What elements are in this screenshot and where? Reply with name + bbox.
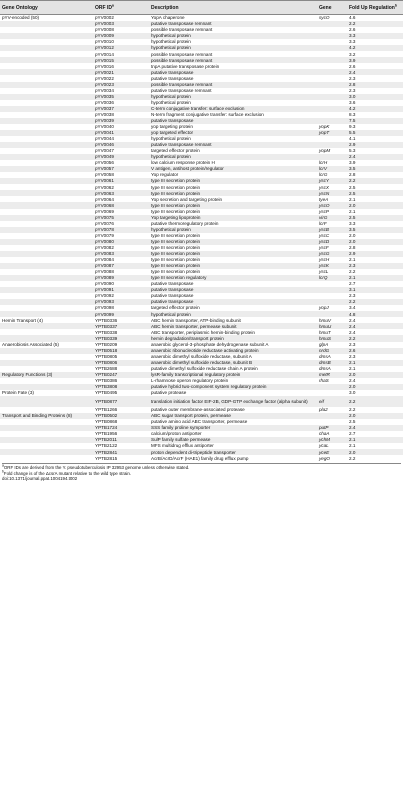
cell-fold: 2.1 [347,360,403,366]
cell-orf-id: YPTB0806 [93,360,149,366]
footnote-a: $^a$ORF IDs are derived from the Y. pseudotuberculosis IP 32953 genome unless otherwise stated. [2,463,190,471]
cell-fold: 2.3 [347,263,403,269]
cell-description: hypothetical protein [151,39,191,45]
cell-gene: lcrG [319,172,328,178]
cell-fold: 2.4 [347,425,403,431]
cell-description: putative transposase [149,69,317,75]
cell-fold: 4.6 [349,15,356,21]
cell-fold: 2.2 [347,396,403,407]
cell-orf-id: pYV0010 [95,39,114,45]
cell-description: putative transposase remnant [149,21,317,27]
cell-description: proton dependent di-tripeptide transporter [149,449,317,455]
cell-orf-id: pYV0099 [93,311,149,317]
cell-orf-id: pYV0075 [93,215,149,221]
cell-fold: 5.5 [347,130,403,136]
cell-gene: yscP [319,208,329,214]
cell-description: lysR-family transcriptional regulatory protein [149,372,317,378]
cell-description: YopA chaperone [151,15,185,21]
cell-orf-id: pYV0021 [93,69,149,75]
cell-gene: glpA [319,341,329,347]
cell-gene: ychM [317,437,347,443]
cell-description: MFS multidrug efflux antiporter [151,443,214,449]
cell-fold: 2.3 [349,75,356,81]
cell-description: V antigen, antihost protein/regulator [149,166,317,172]
cell-description: type III secretion protein [151,208,201,214]
cell-description: hypothetical protein [149,154,317,160]
cell-orf-id: pYV0078 [93,227,149,233]
cell-orf-id: YPTB2815 [95,455,118,461]
cell-gene: ycaL [319,443,329,449]
table-header-row [0,1,403,15]
cell-orf-id: YPTB0868 [95,419,118,425]
cell-description: putative transposase [151,281,194,287]
cell-orf-id: YPTB1266 [95,407,118,413]
cell-orf-id: pYV0083 [93,251,149,257]
cell-description: Yop targeting lipoprotein [149,215,317,221]
cell-fold: 2.5 [347,190,403,196]
cell-fold: 3.6 [349,99,356,105]
cell-fold: 2.0 [347,372,403,378]
col-header-orf: ORF $ID^a$ [93,1,149,15]
cell-description: hypothetical protein [151,99,191,105]
cell-orf-id: pYV0035 [93,94,149,100]
cell-description: hypothetical protein [149,45,317,51]
cell-description: targeted effector protein [151,148,200,154]
cell-gene: yscH [319,257,330,263]
cell-orf-id: YPTB0338 [95,329,118,335]
cell-description: low calcium response protein H [151,160,215,166]
cell-fold: 2.4 [347,323,403,329]
cell-ontology [0,396,93,407]
cell-gene: yscB [317,227,347,233]
cell-description: hemin degradation/transport protein [149,335,317,341]
cell-gene: dmsB [317,360,347,366]
cell-gene: lcrH [319,160,328,166]
cell-fold: 2.1 [349,365,356,371]
cell-orf-id: pYV0022 [95,75,114,81]
cell-description: hypothetical protein [149,94,317,100]
cell-orf-id: pYV0063 [93,190,149,196]
cell-description: calcium/proton antiporter [151,431,202,437]
cell-ontology: Transport and Binding Proteins (8) [0,413,93,419]
cell-fold: 2.1 [349,196,356,202]
cell-fold: 3.5 [347,166,403,172]
cell-orf-id: pYV0064 [95,196,114,202]
cell-fold: 4.8 [347,311,403,317]
cell-orf-id: pYV0009 [93,33,149,39]
cell-description: type III secretion protein [149,263,317,269]
cell-description: putative outer membrane-associated protease [151,407,245,413]
cell-fold: 2.1 [349,257,356,263]
cell-fold: 3.3 [349,39,356,45]
cell-orf-id: pYV0014 [95,51,114,57]
cell-fold: 2.4 [349,329,356,335]
cell-fold: 2.4 [349,317,356,323]
cell-fold: 2.2 [349,407,356,413]
cell-orf-id: pYV0003 [93,21,149,27]
cell-ontology: pYV-encoded (50) [2,15,40,21]
cell-ontology: Anaerobiosis Associated (5) [2,341,59,347]
cell-orf-id: YPTB0339 [93,335,149,341]
cell-orf-id: YPTB1956 [95,431,118,437]
cell-orf-id: pYV0080 [93,239,149,245]
cell-fold: 3.3 [347,33,403,39]
cell-orf-id: pYV0058 [95,172,114,178]
cell-description: putative hybrid two-component system regulatory protein [149,384,317,390]
cell-orf-id: YPTB0247 [93,372,149,378]
cell-orf-id: YPTB3808 [93,384,149,390]
table-body [0,15,403,462]
cell-description: anaerobic glycerol-3-phosphate dehydrogenase subunit A [151,341,269,347]
cell-fold: 2.8 [349,245,356,250]
cell-orf-id: pYV0023 [93,82,149,88]
cell-orf-id: pYV0098 [95,305,114,311]
cell-fold: 2.5 [347,215,403,221]
cell-orf-id: pYV0039 [93,118,149,124]
cell-fold: 4.1 [349,136,356,142]
cell-fold: 2.2 [347,335,403,341]
cell-description: targeted effector protein [151,305,200,311]
cell-gene: putP [317,425,347,431]
cell-description: Yop regulator [151,172,179,178]
cell-description: C-term conjugative transfer: surface exclusion [149,106,317,112]
cell-fold: 8.3 [349,111,356,117]
cell-ontology: Hemin Transport (4) [2,317,43,323]
cell-fold: 9.3 [349,124,356,130]
cell-description: hypothetical protein [151,136,191,142]
cell-fold: 2.4 [347,154,403,160]
cell-gene: pla2 [319,407,328,413]
cell-description: putative dimethyl sulfoxide reductase chain A protein [151,365,258,371]
table-footnotes [2,463,401,481]
cell-description: anaerobic ribonucleotide reductase activating protein [149,348,317,354]
cell-fold: 2.1 [347,437,403,443]
cell-description: putative transposase remnant [149,142,317,148]
cell-fold: 2.6 [347,348,403,354]
cell-fold: 2.2 [349,269,356,275]
cell-fold: 7.5 [347,118,403,124]
cell-orf-id: YPTB0518 [93,348,149,354]
cell-gene: eif [317,396,347,407]
cell-description: SSS family proline symporter [149,425,317,431]
cell-orf-id: pYV0057 [93,166,149,172]
cell-description: type III secretion protein [149,190,317,196]
col-header-description: Description [149,1,317,15]
cell-description: yop targeting protein [151,124,193,130]
cell-description: L-rhamnose operon regulatory protein [151,378,229,384]
cell-orf-id: pYV0088 [95,269,114,275]
cell-orf-id: pYV0079 [95,232,114,238]
cell-orf-id: YPTB0337 [93,323,149,329]
cell-orf-id: pYV0082 [95,245,114,250]
cell-gene: sycO [319,15,330,21]
cell-orf-id: YPTB0502 [93,413,149,419]
table-row [0,455,403,461]
cell-gene: hmuU [317,323,347,329]
cell-orf-id: YPTB0877 [93,396,149,407]
cell-fold: 2.4 [347,69,403,75]
cell-description: putative transposase [151,293,194,299]
cell-orf-id: pYV0046 [93,142,149,148]
cell-orf-id: YPTB0209 [95,341,118,347]
doi-reference: doi:10.1371/journal.ppat.1004194.t002 [2,476,78,482]
cell-description: AcrB/AcrD/AcrF (HAE1) family drug efflux pump [151,455,249,461]
cell-gene: dmsA [319,365,331,371]
cell-fold: 2.0 [347,384,403,390]
cell-fold: 2.3 [349,293,356,299]
cell-orf-id: pYV0089 [93,275,149,281]
cell-description: type III secretion regulatory [149,275,317,281]
cell-ontology [0,455,93,461]
cell-orf-id: pYV0056 [95,160,114,166]
cell-description: hypothetical protein [149,311,317,317]
cell-orf-id: pYV0037 [93,106,149,112]
cell-fold: 2.8 [349,172,356,178]
cell-orf-id: pYV0034 [95,87,114,93]
cell-fold: 2.2 [347,178,403,184]
cell-description: putative transposase remnant [151,87,212,93]
cell-orf-id: YPTB0495 [95,390,118,396]
cell-fold: 2.2 [347,299,403,305]
cell-orf-id: pYV0093 [93,299,149,305]
cell-orf-id: pYV0012 [93,45,149,51]
cell-description: type III secretion protein [149,239,317,245]
cell-gene: yopK [319,124,330,130]
cell-orf-id: YPTB2011 [93,437,149,443]
cell-orf-id: pYV0008 [95,27,114,33]
cell-gene: chaA [319,431,330,437]
cell-description: possible transposase remnant [151,51,213,57]
cell-fold: 2.8 [347,82,403,88]
cell-description: putative transposase [151,75,194,81]
cell-fold: 2.5 [349,184,356,190]
cell-fold: 3.4 [349,305,356,311]
col-header-ontology: Gene Ontology [0,1,93,15]
cell-gene: yscF [319,245,329,250]
cell-fold: 4.2 [347,45,403,51]
cell-description: putative transposase [149,299,317,305]
cell-description: type III secretion protein [151,269,201,275]
cell-description: type III secretion protein [151,232,201,238]
col-header-fold: Fold Up Regulation$^b$ [347,1,403,15]
cell-gene: yopJ [319,305,329,311]
cell-fold: 2.5 [349,419,356,425]
cell-orf-id: pYV0068 [93,202,149,208]
cell-fold: 3.0 [347,94,403,100]
cell-orf-id: pYV0038 [95,111,114,117]
cell-orf-id: pYV0092 [95,293,114,299]
cell-fold: 2.2 [347,21,403,27]
cell-orf-id: pYV0002 [95,15,114,21]
cell-fold: 4.2 [347,106,403,112]
cell-orf-id: pYV0015 [93,57,149,63]
cell-gene: lcrQ [317,275,347,281]
cell-description: possible transposase remnant [151,27,213,33]
cell-description: type III secretion protein [151,257,201,263]
cell-description: type III secretion protein [149,202,317,208]
cell-gene: dmsA [319,353,331,359]
cell-description: translation initiation factor EIF-2B, GDP-GTP exchange factor (alpha subunit) [149,396,317,407]
cell-fold: 2.7 [349,431,356,437]
cell-orf-id: YPTB0805 [95,353,118,359]
cell-fold: 2.0 [347,239,403,245]
cell-fold: 2.2 [349,455,356,461]
cell-orf-id: pYV0040 [95,124,114,130]
cell-fold: 2.1 [347,275,403,281]
cell-fold: 3.1 [347,287,403,293]
cell-gene: yscY [317,178,347,184]
cell-description: anaerobic dimethyl sulfoxide reductase, subunit A [151,353,252,359]
cell-description: type III secretion protein [151,184,201,190]
cell-gene: yscG [317,251,347,257]
cell-gene: yscC [319,232,330,238]
cell-gene: hmuV [319,317,332,323]
cell-description: anaerobic dimethyl sulfoxide reductase, subunit B [149,360,317,366]
cell-fold: 2.9 [347,251,403,257]
cell-fold: 2.6 [349,63,356,69]
cell-gene: yegO [319,455,330,461]
cell-gene: virG [317,215,347,221]
cell-orf-id: pYV0062 [95,184,114,190]
cell-orf-id: pYV0036 [95,99,114,105]
cell-fold: 2.0 [347,449,403,455]
cell-fold: 2.1 [349,443,356,449]
cell-fold: 2.6 [349,27,356,33]
cell-description: tnpA putative transposase protein [151,63,220,69]
cell-fold: 3.0 [349,390,356,396]
cell-fold: 3.9 [349,160,356,166]
cell-fold: 3.3 [349,220,356,226]
cell-description: yop targeted effector [149,130,317,136]
cell-gene: yscK [317,263,347,269]
cell-gene: yscO [317,202,347,208]
cell-orf-id: YPTB2841 [93,449,149,455]
cell-description: putative transposase [149,287,317,293]
cell-ontology: Regulatory Functions (3) [0,372,93,378]
cell-orf-id: pYV0069 [95,208,114,214]
cell-orf-id: YPTB2122 [95,443,118,449]
cell-description: ABC hemin transporter, permease subunit [149,323,317,329]
cell-description: ABC sugar transport protein, permease [149,413,317,419]
cell-orf-id: pYV0091 [93,287,149,293]
cell-orf-id: YPTB0336 [95,317,118,323]
cell-gene: rhaS [319,378,329,384]
cell-fold: 2.4 [349,378,356,384]
cell-gene: hmuS [317,335,347,341]
cell-fold: 2.3 [349,87,356,93]
cell-fold: 3.9 [347,57,403,63]
cell-gene: yceE [317,449,347,455]
cell-orf-id: YPTB1724 [93,425,149,431]
cell-fold: 2.3 [349,341,356,347]
cell-gene: yopM [319,148,331,154]
table-row [0,396,403,407]
cell-description: hypothetical protein [149,33,317,39]
cell-ontology: Protein Fate (3) [2,390,34,396]
cell-orf-id: pYV0084 [95,257,114,263]
cell-gene: tyeA [319,196,329,202]
cell-orf-id: pYV0049 [93,154,149,160]
cell-description: N-term fragment conjugative transfer: surface exclusion [151,111,264,117]
cell-orf-id: pYV0061 [93,178,149,184]
cell-gene: lcrV [317,166,347,172]
cell-gene: nrdG [317,348,347,354]
cell-fold: 5.3 [349,148,356,154]
cell-fold: 2.0 [347,413,403,419]
cell-orf-id: pYV0047 [95,148,114,154]
cell-orf-id: pYV0076 [95,220,114,226]
cell-gene: metR [317,372,347,378]
cell-description: putative transposase [149,118,317,124]
footnote-b: $^b$Fold change is of the ΔcsrA mutant relative to the wild type strain. [2,469,132,476]
cell-description: type III secretion protein [149,178,317,184]
cell-description: type III secretion protein [151,245,201,250]
cell-description: Yop secretion and targeting protein [151,196,223,202]
cell-orf-id: YPTB2688 [95,365,118,371]
cell-gene: yopT [317,130,347,136]
cell-description: ABC hemin transporter, ATP-binding subunit [151,317,241,323]
cell-description: putative protease [151,390,187,396]
cell-fold: 2.0 [349,232,356,238]
cell-gene: yscN [317,190,347,196]
cell-fold: 2.3 [349,353,356,359]
cell-orf-id: pYV0087 [93,263,149,269]
cell-orf-id: pYV0016 [95,63,114,69]
cell-description: putative amino acid ABC transporter, permease [151,419,248,425]
cell-gene: yscD [317,239,347,245]
col-header-gene: Gene [317,1,347,15]
cell-description: hypothetical protein [149,227,317,233]
cell-orf-id: YPTB0386 [95,378,118,384]
cell-fold: 2.0 [347,202,403,208]
cell-fold: 2.7 [349,281,356,287]
cell-gene: yscX [319,184,329,190]
cell-description: SulP family sulfate permease [149,437,317,443]
cell-description: ABC transporter, periplasmic hemin-binding protein [151,329,255,335]
cell-fold: 3.5 [347,227,403,233]
cell-gene: yscL [319,269,329,275]
cell-gene: lcrF [319,220,327,226]
cell-orf-id: pYV0044 [95,136,114,142]
cell-description: possible transposase remnant [149,57,317,63]
cell-gene: hmuT [319,329,331,335]
cell-orf-id: pYV0090 [95,281,114,287]
cell-fold: 2.9 [347,142,403,148]
cell-fold: 3.2 [349,51,356,57]
cell-description: type III secretion protein [149,251,317,257]
cell-description: putative thermoregulatory protein [151,220,219,226]
cell-fold: 2.1 [349,208,356,214]
cell-description: possible transposase remnant [149,82,317,88]
cell-orf-id: pYV0041 [93,130,149,136]
